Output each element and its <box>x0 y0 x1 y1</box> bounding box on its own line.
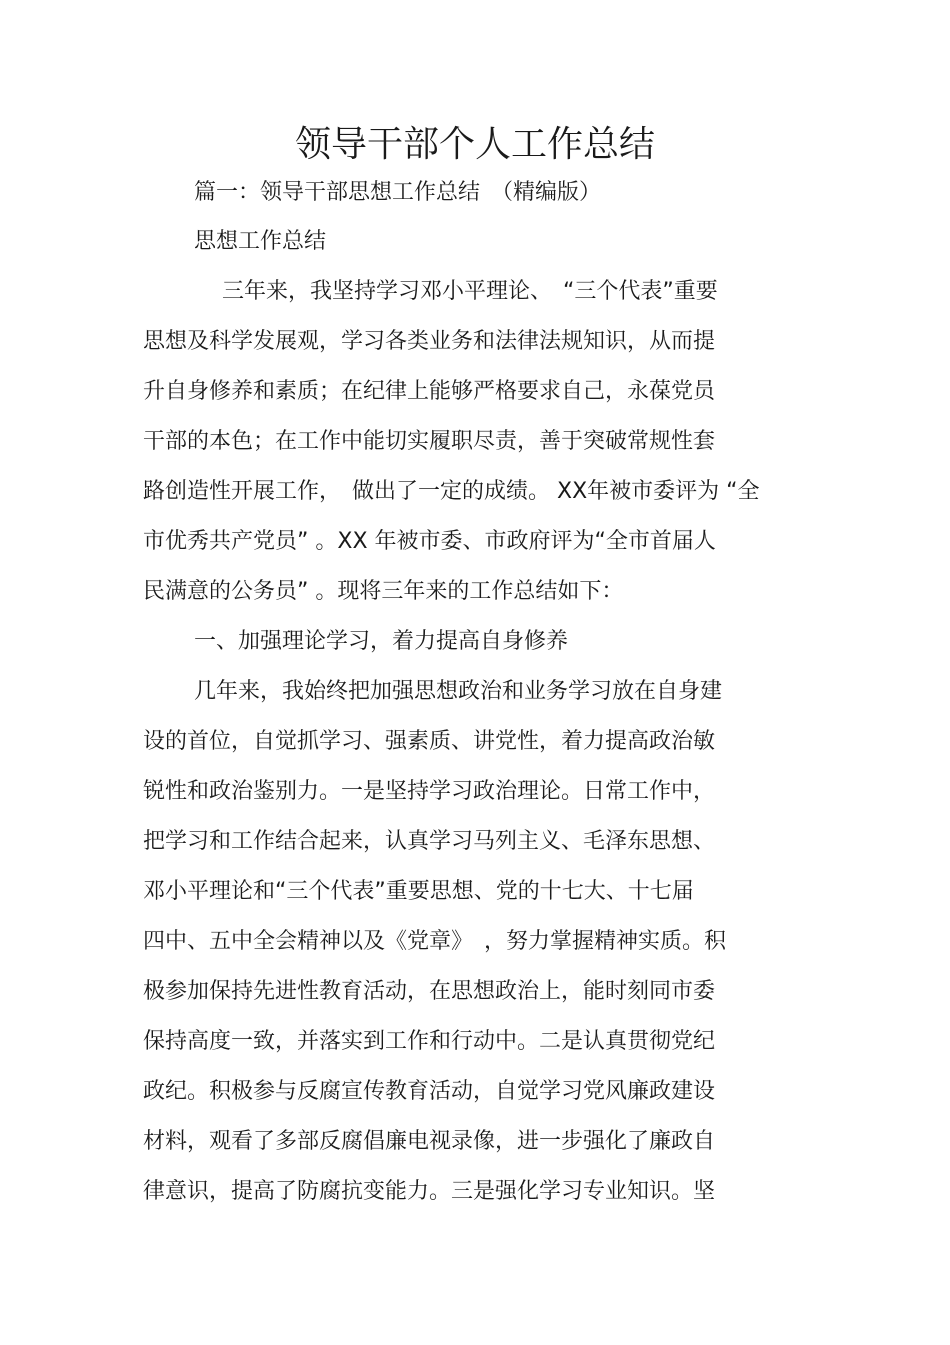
paragraph-line: 设的首位，自觉抓学习、强素质、讲党性，着力提高政治敏 <box>143 729 716 754</box>
paragraph-line: 保持高度一致，并落实到工作和行动中。二是认真贯彻党纪 <box>143 1029 716 1054</box>
section-heading: 思想工作总结 <box>194 229 327 254</box>
subtitle-line: 篇一：领导干部思想工作总结 （精编版） <box>194 180 602 205</box>
paragraph-line: 民满意的公务员” 。现将三年来的工作总结如下： <box>143 579 624 604</box>
paragraph-line: 政纪。积极参与反腐宣传教育活动，自觉学习党风廉政建设 <box>143 1079 716 1104</box>
paragraph-line: 四中、五中全会精神以及《党章》 ，努力掌握精神实质。积 <box>143 929 727 954</box>
section-heading: 一、加强理论学习，着力提高自身修养 <box>194 629 569 654</box>
paragraph-line: 律意识，提高了防腐抗变能力。三是强化学习专业知识。坚 <box>143 1179 716 1204</box>
paragraph-line: 市优秀共产党员” 。XX 年被市委、市政府评为“全市首届人 <box>143 529 716 554</box>
paragraph-line: 路创造性开展工作， 做出了一定的成绩。 XX年被市委评为 “全 <box>143 479 760 504</box>
paragraph-line: 几年来，我始终把加强思想政治和业务学习放在自身建 <box>194 679 723 704</box>
paragraph-line: 锐性和政治鉴别力。一是坚持学习政治理论。日常工作中， <box>143 779 716 804</box>
paragraph-line: 升自身修养和素质；在纪律上能够严格要求自己，永葆党员 <box>143 379 716 404</box>
paragraph-line: 思想及科学发展观，学习各类业务和法律法规知识，从而提 <box>143 329 716 354</box>
paragraph-line: 干部的本色；在工作中能切实履职尽责，善于突破常规性套 <box>143 429 716 454</box>
paragraph-line: 材料，观看了多部反腐倡廉电视录像，进一步强化了廉政自 <box>143 1129 716 1154</box>
paragraph-line: 把学习和工作结合起来，认真学习马列主义、毛泽东思想、 <box>143 829 716 854</box>
paragraph-line: 三年来，我坚持学习邓小平理论、 “三个代表”重要 <box>222 279 718 304</box>
paragraph-line: 极参加保持先进性教育活动，在思想政治上，能时刻同市委 <box>143 979 716 1004</box>
paragraph-line: 邓小平理论和“三个代表”重要思想、党的十七大、十七届 <box>143 879 694 904</box>
document-title: 领导干部个人工作总结 <box>294 124 655 165</box>
